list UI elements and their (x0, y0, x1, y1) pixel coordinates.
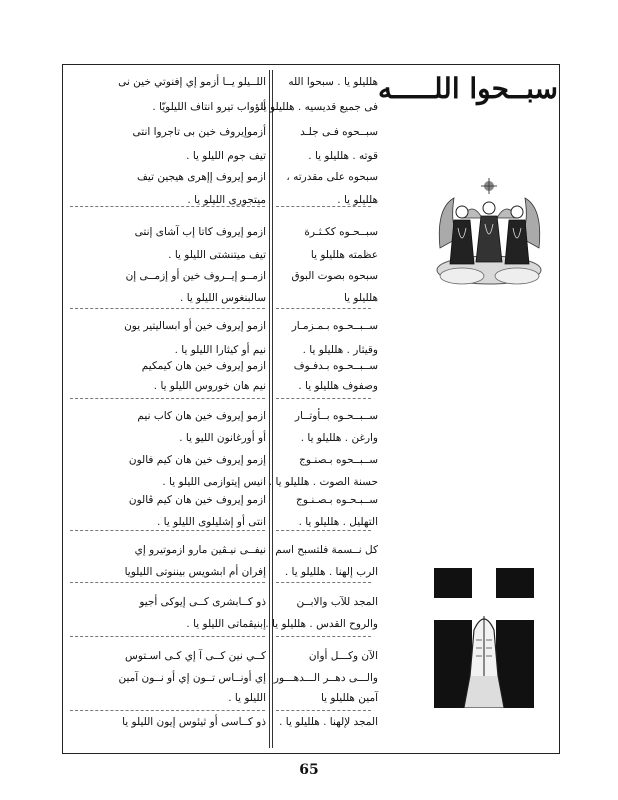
page-title: سبــحوا اللـــــه (378, 72, 558, 105)
arabic-line: الآن وكـــل أوان (308, 650, 378, 662)
column-divider (272, 70, 273, 748)
arabic-line: فى جميع قديسيه . هلليلو يا (260, 101, 378, 113)
arabic-line: التهليل . هلليلو يا . (298, 516, 378, 528)
coptic-line: ازمو إيروف إإهرى هيجين تيف (137, 171, 266, 183)
arabic-line: كل نــسمة فلتسبح اسم (275, 544, 378, 556)
arabic-line: ســبــحـوه بـمـزمـار (291, 320, 378, 332)
coptic-line: إبنيڤماتى الليلو يا . (186, 618, 266, 630)
arabic-line: هلليلو يا . سبحوا الله (288, 76, 378, 88)
coptic-line: نيم أو كيثارا الليلو يا . (174, 344, 266, 356)
column-divider (269, 70, 270, 748)
stanza-separator (276, 530, 371, 531)
arabic-line: ســبــحوه بـصنـوج (299, 454, 378, 466)
stanza-separator (70, 308, 265, 309)
arabic-line: ســبــحـوه بـدفـوف (293, 360, 378, 372)
coptic-line: ازمو إيروف خين أو ابساليتير يون (124, 320, 266, 332)
coptic-line: انيس إيتوازمى الليلو يا . (162, 476, 266, 488)
stanza-separator (276, 308, 371, 309)
stanza-separator (70, 398, 265, 399)
arabic-line: وارغن . هلليلو يا . (300, 432, 378, 444)
coptic-line: الليلو يا . (228, 692, 266, 704)
arabic-line: هلليلو يا (343, 292, 378, 304)
stanza-separator (70, 710, 265, 711)
coptic-line: إزمو إيروف خين هان كيم فالون (128, 454, 266, 466)
coptic-line: سالبنغوس الليلو يا . (180, 292, 266, 304)
coptic-line: ازمو إيروف خين هان كيم ڤالون (128, 494, 266, 506)
stanza-separator (276, 206, 371, 207)
arabic-line: قوته . هلليلو يا . (308, 150, 378, 162)
stanza-separator (70, 206, 265, 207)
stanza-separator (276, 636, 371, 637)
coptic-line: ازمو إيروف خين هان كاب نيم (137, 410, 266, 422)
arabic-line: سبــحوه فـى جلـد (300, 126, 378, 138)
arabic-line: آمين هلليلو يا (320, 692, 378, 704)
arabic-line: وقيثار . هلليلو يا . (302, 344, 378, 356)
arabic-line: وصفوف هلليلو يا . (298, 380, 378, 392)
coptic-line: أزموإيروف خين بى تاجروا انتى (132, 126, 266, 138)
arabic-line: سبــحـوه ككـثـرة (304, 226, 378, 238)
arabic-line: حسنة الصوت . هلليلو يا . (268, 476, 378, 488)
coptic-line: أو أورغانون الليو يا . (179, 432, 266, 444)
coptic-line: إي أونــاس تــون إي أو نــون آمين (118, 672, 266, 684)
stanza-separator (276, 582, 371, 583)
coptic-line: ازمــو إيــروف خين أو إزمــى إن (125, 270, 266, 282)
stanza-separator (276, 398, 371, 399)
stanza-separator (70, 636, 265, 637)
arabic-line: ســبــحـوه بــأوتــار (294, 410, 378, 422)
arabic-line: هلليلو يا . (337, 194, 378, 206)
coptic-line: ميتجورى الليلو يا . (187, 194, 266, 206)
stanza-separator (70, 530, 265, 531)
coptic-line: تيف جوم الليلو يا . (186, 150, 266, 162)
arabic-line: عظمته هلليلو يا (310, 249, 378, 261)
coptic-line: ذو كــابشرى كــى إيوكى أجيو (139, 596, 266, 608)
arabic-line: والروح القدس . هلليلو يا . (265, 618, 378, 630)
arabic-line: المجد لإلهنا . هلليلو يا . (279, 716, 378, 728)
coptic-line: نيم هان خوروس الليلو يا . (153, 380, 266, 392)
arabic-line: سبحوه على مقدرته ، (286, 171, 378, 183)
coptic-line: أثؤواب تيرو انتاف الليلويّا . (152, 101, 266, 113)
stanza-separator (276, 710, 371, 711)
arabic-line: المجد للآب والابــن (296, 596, 378, 608)
arabic-line: الرب إلهنا . هلليلو يا . (284, 566, 378, 578)
coptic-line: إفران أم ابشويس بيننوتى الليلويا (124, 566, 266, 578)
coptic-line: تيف ميتنشتى الليلو يا . (168, 249, 266, 261)
coptic-line: نيفــى نيـڤين مارو ازموتيرو إي (134, 544, 266, 556)
angels-illustration (432, 178, 547, 288)
coptic-line: ذو كــاسى أو ثيئوس إيون الليلو يا (122, 716, 266, 728)
coptic-line: انتى أو إشليلوى الليلو يا . (156, 516, 266, 528)
coptic-line: اللــيلو يــا أزمو إي إفنوتي خين نى (118, 76, 266, 88)
arabic-line: سبحوه بصوت البوق (291, 270, 378, 282)
page-number: 65 (299, 762, 319, 778)
coptic-line: كــي نين كــى آ إي كـى اسـتوس (125, 650, 266, 662)
coptic-line: ازمو إيروف كاتا إب آشاى إنتى (134, 226, 266, 238)
cross-praying-hands-illustration (434, 568, 534, 708)
stanza-separator (70, 582, 265, 583)
arabic-line: والـــى دهــر الـــدهـــور (273, 672, 378, 684)
arabic-line: ســبـحـوه بـصـنـوج (296, 494, 378, 506)
coptic-line: ازمو إيروف خين هان كيمكيم (141, 360, 266, 372)
